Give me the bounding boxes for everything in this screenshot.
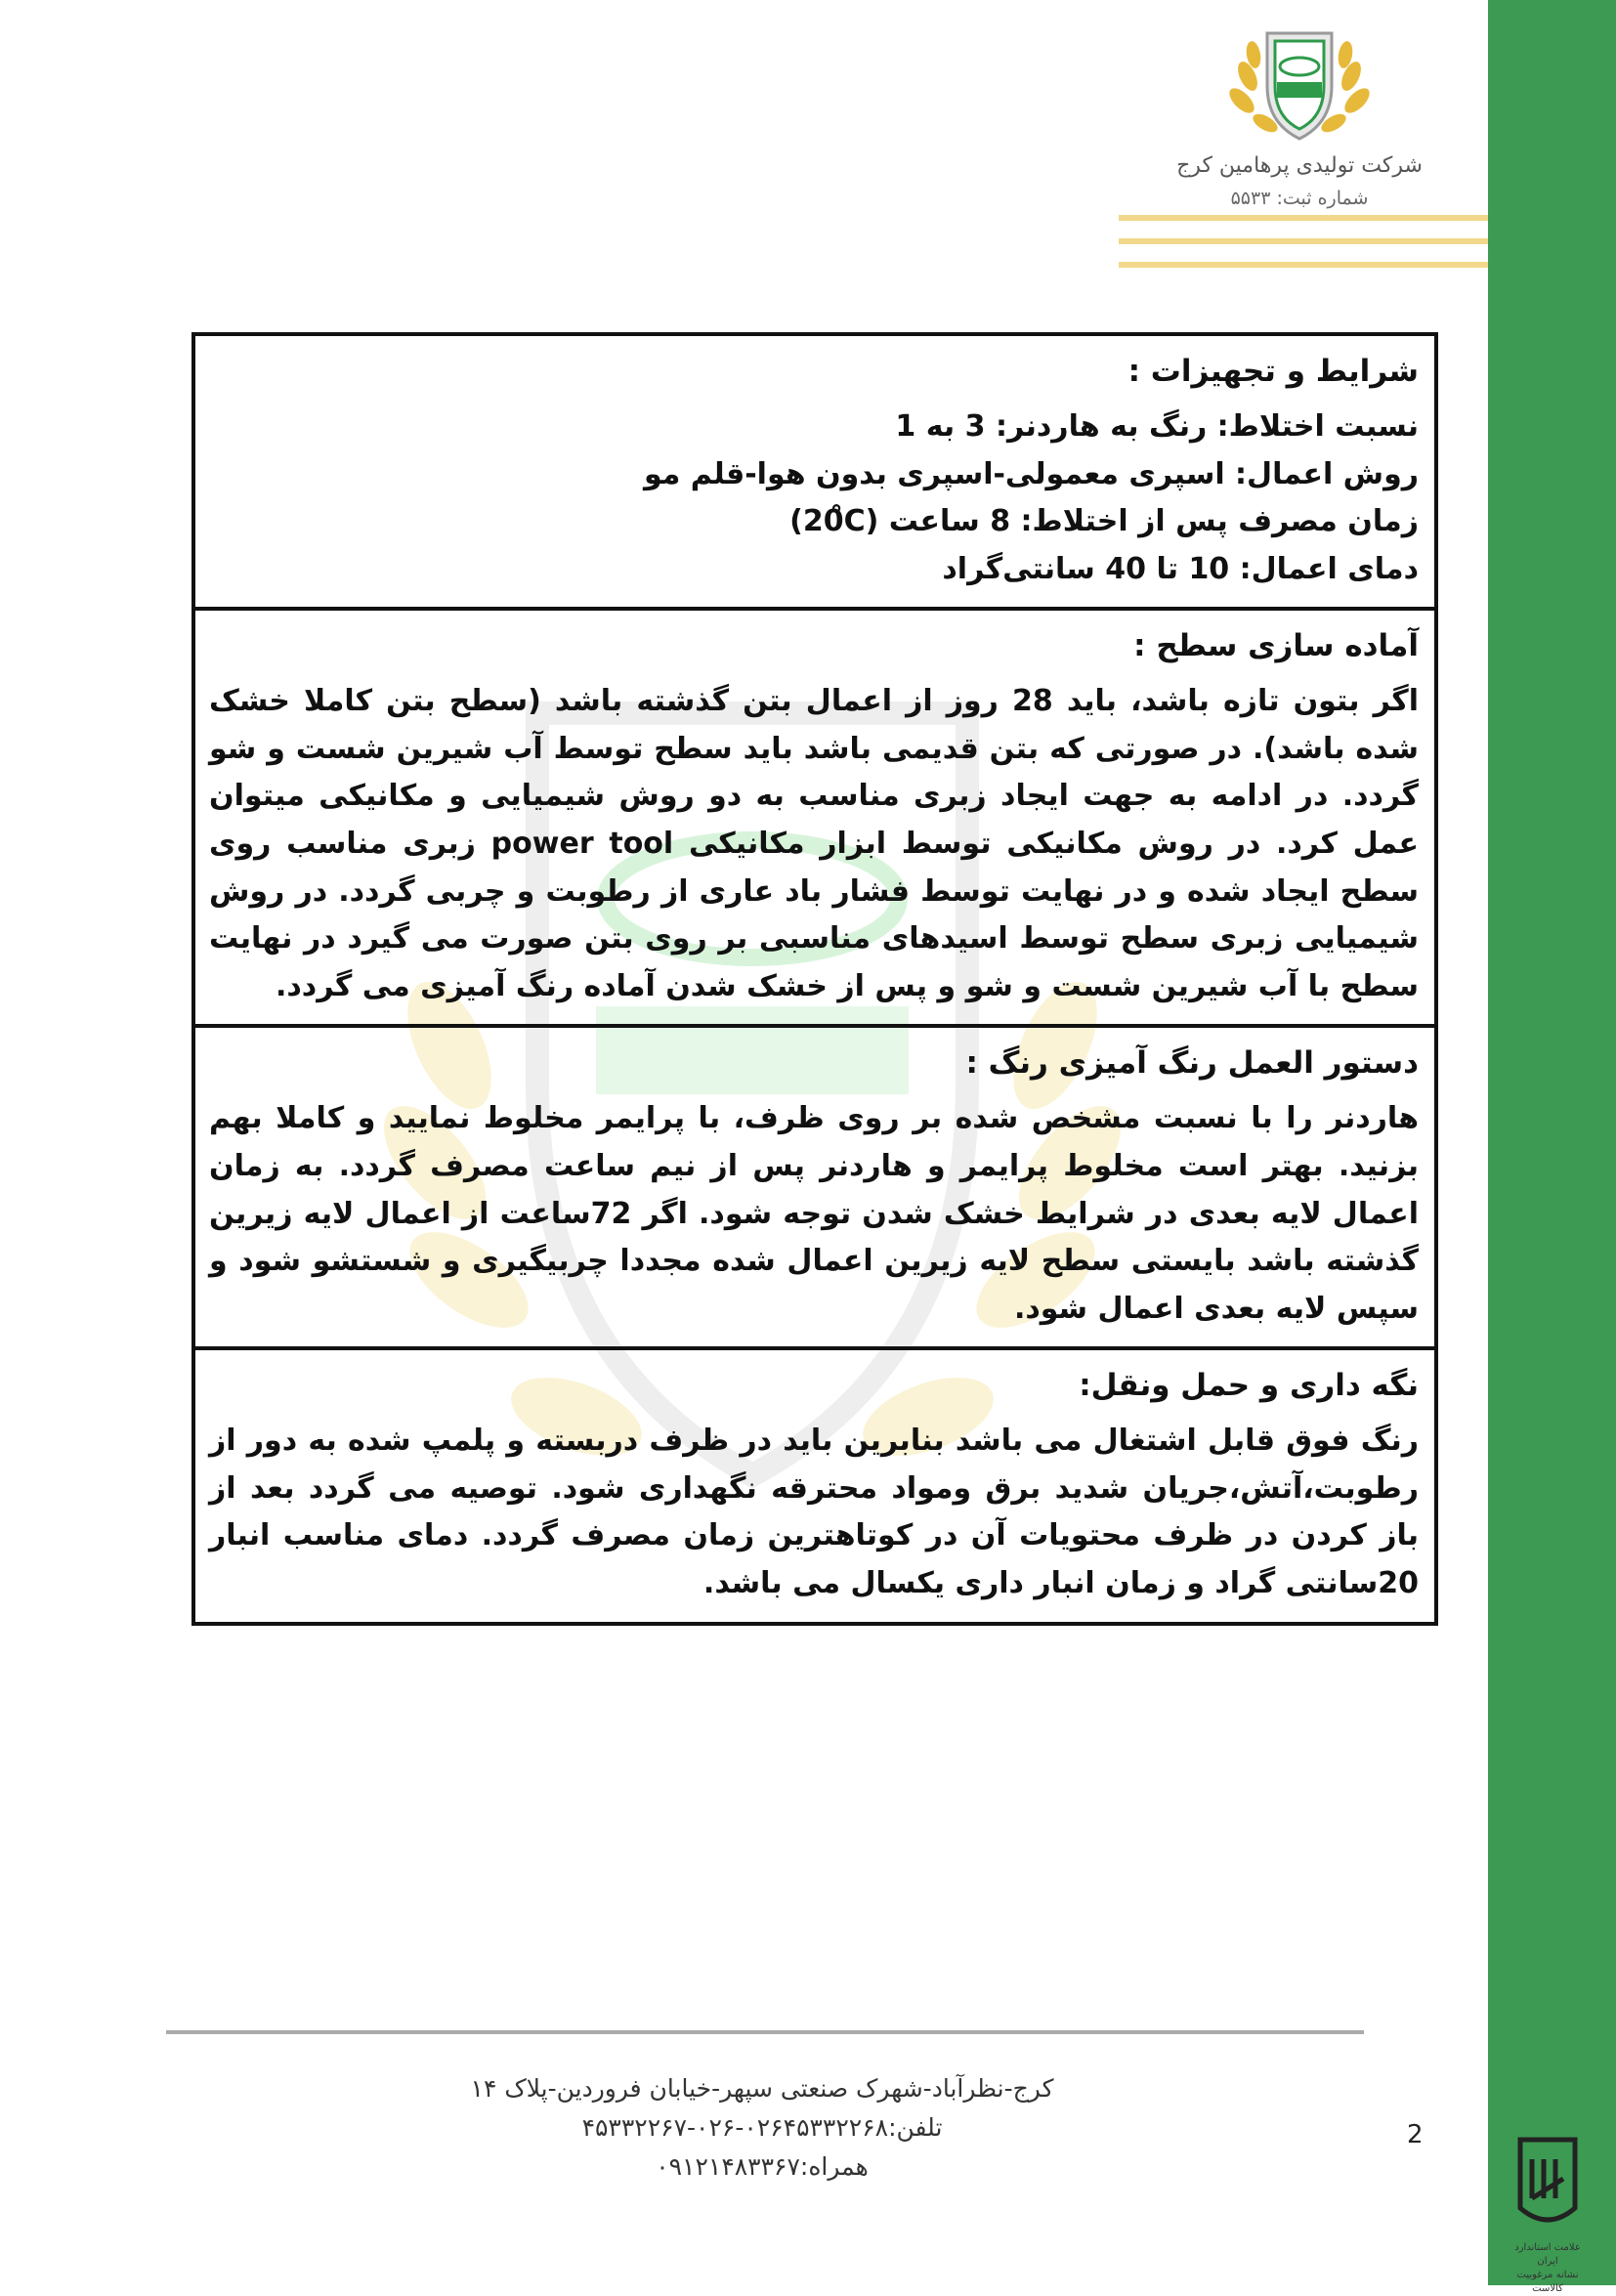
standard-caption-2: نشانه مرغوبیت کالاست bbox=[1516, 2270, 1579, 2294]
letterhead bbox=[1153, 18, 1446, 209]
company-logo bbox=[1226, 18, 1373, 149]
body-text-part-2: زبری مناسب روی سطح ایجاد شده و در نهایت توسط فشار باد عاری از رطوبت و چربی گردد. در روش شیمیایی زبری سطح توسط اسیدهای مناسبی بر روی بتن صورت می گیرد در نهایت سطح با آب شیرین شست و شو و پس از خشک شدن آماده رنگ آمیزی می گردد. bbox=[209, 827, 1419, 1003]
side-green-bar bbox=[1488, 0, 1616, 2285]
body-text-part-1: اگر بتون تازه باشد، باید 28 روز از اعمال بتن گذشته باشد (سطح بتن کاملا خشک شده باشد). در صورتی که بتن قدیمی باشد باید سطح توسط آب شیرین شست و شو گردد. در ادامه به جهت ایجاد زبری مناسب به دو روش شیمیایی و مکانیکی میتوان عمل کرد. در روش مکانیکی توسط ابزار مکانیکی bbox=[209, 684, 1420, 862]
power-tool-term: power tool bbox=[490, 827, 674, 862]
footer-divider bbox=[166, 2030, 1364, 2034]
standard-caption-1: علامت استاندارد ایران bbox=[1514, 2242, 1581, 2267]
section-body: رنگ فوق قابل اشتغال می باشد بنابرین باید در ظرف دربسته و پلمپ شده به دور از رطوبت،آتش،جریان شدید برق ومواد محترقه نگهداری شود. توصیه می گردد بعد از باز کردن در ظرف محتویات آن در کوتاهترین زمان مصرف گردد. دمای مناسب انبار 20سانتی گراد و زمان انبار داری یکسال می باشد. bbox=[209, 1424, 1419, 1601]
iran-standard-mark bbox=[1510, 2130, 1585, 2294]
company-name: شرکت تولیدی پرهامین کرج bbox=[1176, 153, 1423, 178]
standard-logo-icon bbox=[1510, 2130, 1585, 2237]
application-temperature: دمای اعمال: 10 تا 40 سانتی‌گراد bbox=[942, 551, 1419, 586]
section-conditions bbox=[195, 336, 1434, 611]
footer-address: کرج-نظرآباد-شهرک صنعتی سپهر-خیابان فروردین-پلاک ۱۴ bbox=[470, 2074, 1054, 2103]
section-painting-instructions bbox=[195, 1028, 1434, 1350]
section-title: نگه داری و حمل ونقل: bbox=[1079, 1368, 1419, 1404]
section-body bbox=[209, 678, 1419, 1010]
section-surface-preparation bbox=[195, 611, 1434, 1028]
section-title: شرایط و تجهیزات : bbox=[1127, 354, 1419, 389]
footer-mobile: همراه:۰۹۱۲۱۴۸۳۳۶۷ bbox=[656, 2152, 869, 2181]
footer-phone: تلفن:۰۲۶۴۵۳۳۲۲۶۸-۰۲۶-۴۵۳۳۲۲۶۷ bbox=[581, 2113, 943, 2142]
page-number: 2 bbox=[1407, 2120, 1424, 2149]
header-decorative-lines bbox=[1119, 215, 1488, 285]
section-title: آماده سازی سطح : bbox=[1133, 628, 1419, 664]
section-storage-transport bbox=[195, 1350, 1434, 1621]
product-info-table bbox=[191, 332, 1438, 1626]
footer-contact bbox=[361, 2069, 1163, 2187]
registration-number: شماره ثبت: ۵۵۳۳ bbox=[1230, 188, 1369, 209]
section-title: دستور العمل رنگ آمیزی رنگ : bbox=[965, 1045, 1419, 1082]
section-body: هاردنر را با نسبت مشخص شده بر روی ظرف، با پرایمر مخلوط نمایید و کاملا بهم بزنید. بهتر است مخلوط پرایمر و هاردنر پس از نیم ساعت مصرف گردد. به زمان اعمال لایه بعدی در شرایط خشک شدن توجه شود. اگر 72ساعت از اعمال لایه زیرین گذشته باشد بایستی سطح لایه زیرین اعمال شده مجددا چربیگیری و شستشو شود و سپس لایه بعدی اعمال شود. bbox=[209, 1101, 1419, 1326]
pot-life: زمان مصرف پس از اختلاط: 8 ساعت (20̊C) bbox=[789, 504, 1419, 539]
mix-ratio: نسبت اختلاط: رنگ به هاردنر: 3 به 1 bbox=[895, 408, 1419, 444]
application-method: روش اعمال: اسپری معمولی-اسپری بدون هوا-قلم مو bbox=[643, 456, 1419, 491]
